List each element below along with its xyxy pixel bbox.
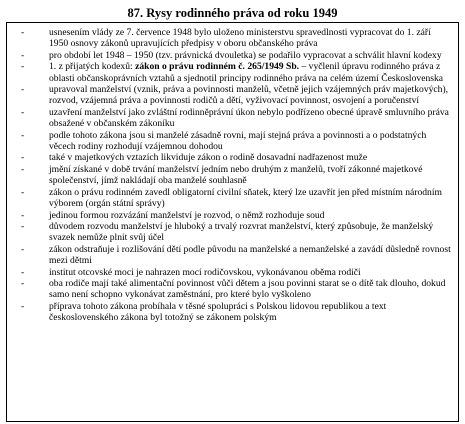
bullet-marker: - (21, 61, 25, 73)
list-item (21, 50, 452, 61)
bullet-marker: - (21, 129, 25, 141)
list-item (21, 107, 452, 130)
list-item-text: oba rodiče mají také alimentační povinnost vůči dětem a jsou povinni starat se o dítě tak dlouho, dokud samo není schopno vykonávat zaměstnání, pro které bylo vyškoleno (49, 277, 446, 301)
list-item-text: usnesením vlády ze 7. července 1948 bylo uloženo ministerstvu spravedlnosti vypracovat do 1. září 1950 osnovy zákonů upravujících předpisy v oboru občanského práva (49, 27, 431, 50)
list-item (21, 152, 452, 163)
bullet-marker: - (21, 266, 25, 278)
list-item (21, 210, 452, 221)
bullet-marker: - (21, 84, 25, 96)
bullet-marker: - (21, 300, 25, 312)
list-item-text: pro období let 1948 – 1950 (tzv. právnická dvouletka) se podařilo vypracovat a schválit hlavní kodexy (49, 49, 442, 61)
list-item-text: podle tohoto zákona jsou si manželé zásadně rovni, mají stejná práva a povinnosti a o podstatných věcech rodiny rozhodují vzájemnou dohodou (49, 129, 427, 153)
bullet-marker: - (21, 106, 25, 118)
list-item (21, 301, 452, 324)
bullet-list (7, 23, 458, 324)
list-item (21, 187, 452, 210)
bullet-marker: - (21, 49, 25, 61)
list-item (21, 164, 452, 187)
list-item-text: příprava tohoto zákona probíhala v těsné spolupráci s Polskou lidovou republikou a text československého zákona byl totožný se zákonem polským (49, 300, 387, 324)
list-item-text: zákon o právu rodinném zavedl obligatorní civilní sňatek, který lze uzavřít jen před místním národním výborem (orgán státní správy) (49, 186, 442, 210)
bullet-marker: - (21, 186, 25, 198)
list-item-text: zákon odstraňuje i rozlišování dětí podle původu na manželské a nemanželské a zavádí důsledně rovnost mezi dětmi (49, 243, 451, 267)
list-item (21, 27, 452, 50)
list-item-text: – vyčlenil úpravu rodinného práva z oblasti občanskoprávních vztahů a sjednotil principy rodinného práva na celém území Československa (49, 61, 444, 84)
list-item-text: jedinou formou rozvázání manželství je rozvod, o němž rozhoduje soud (49, 209, 325, 221)
list-item (21, 244, 452, 267)
list-item (21, 267, 452, 278)
bullet-marker: - (21, 152, 25, 164)
bullet-marker: - (21, 27, 25, 38)
list-item-text: institut otcovské moci je nahrazen mocí rodičovskou, vykonávanou oběma rodiči (49, 266, 361, 278)
list-item-text: upravoval manželství (vznik, práva a povinnosti manželů, včetně jejich vzájemných práv majetkových), rozvod, vzájemná práva a povinnosti rodičů a dětí, vyživovací povinnost, osvojení a poručenství (49, 84, 449, 107)
list-item-text: uzavření manželství jako zvláštní rodinněprávní úkon nebylo podřízeno obecné úpravě smluvního práva obsažené v občanském zákoníku (49, 106, 449, 130)
bullet-marker: - (21, 220, 25, 232)
bullet-marker: - (21, 243, 25, 255)
list-item-text: jmění získané v době trvání manželství jedním nebo druhým z manželů, tvoří zákonné majetkové společenství, jímž nakládají oba manželé souhlasně (49, 163, 423, 187)
page-title: 87. Rysy rodinného práva od roku 1949 (127, 6, 338, 20)
list-item-text: také v majetkových vztazích likviduje zákon o rodině dosavadní nadřazenost muže (49, 152, 368, 164)
list-item-text: důvodem rozvodu manželství je hluboký a trvalý rozvrat manželství, který způsobuje, že manželský svazek nemůže plnit svůj účel (49, 220, 434, 244)
bullet-marker: - (21, 209, 25, 221)
list-item-text: 1. z přijatých kodexů: (49, 61, 136, 73)
content-frame (6, 22, 459, 422)
list-item (21, 84, 452, 107)
law-reference: zákon o právu rodinném č. 265/1949 Sb. (135, 61, 300, 73)
bullet-marker: - (21, 163, 25, 175)
bullet-marker: - (21, 277, 25, 289)
list-item (21, 221, 452, 244)
list-item (21, 61, 452, 84)
list-item (21, 278, 452, 301)
list-item (21, 130, 452, 153)
